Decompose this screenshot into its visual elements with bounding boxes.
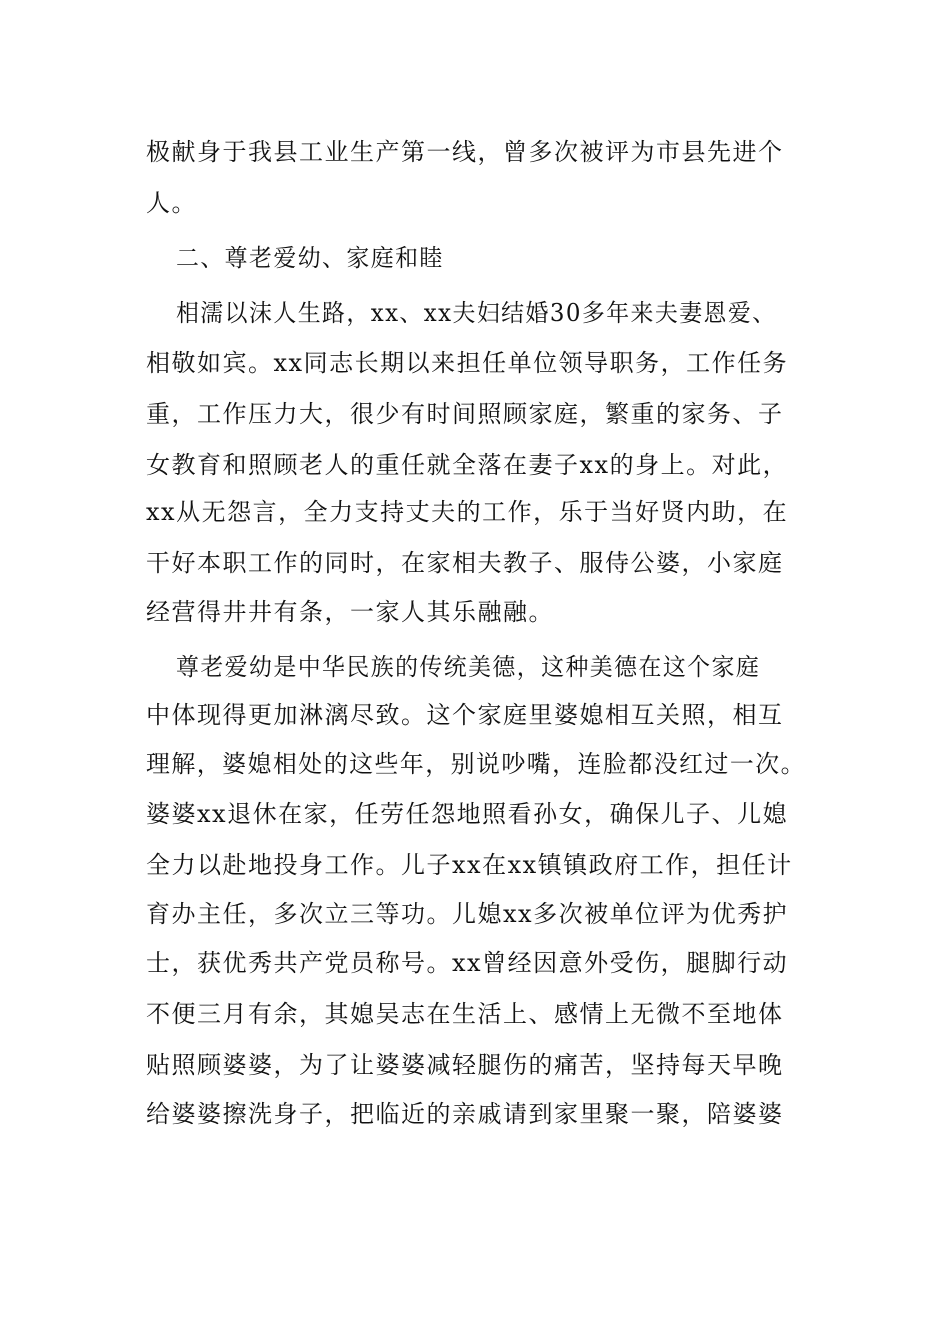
text-line: 中体现得更加淋漓尽致。这个家庭里婆媳相互关照，相互 [146,701,784,729]
text-line: 给婆婆擦洗身子，把临近的亲戚请到家里聚一聚，陪婆婆 [146,1100,784,1128]
text-line: 育办主任，多次立三等功。儿媳xx多次被单位评为优秀护 [146,900,789,928]
text-line: 重，工作压力大，很少有时间照顾家庭，繁重的家务、子 [146,400,784,428]
text-line: xx从无怨言，全力支持丈夫的工作，乐于当好贤内助，在 [146,498,789,526]
text-line: 尊老爱幼是中华民族的传统美德，这种美德在这个家庭 [176,653,761,681]
text-line: 婆婆xx退休在家，任劳任怨地照看孙女，确保儿子、儿媳 [146,800,789,828]
section-heading: 二、尊老爱幼、家庭和睦 [176,244,444,272]
text-line: 相濡以沫人生路，xx、xx夫妇结婚30多年来夫妻恩爱、 [176,299,777,327]
text-line: 全力以赴地投身工作。儿子xx在xx镇镇政府工作，担任计 [146,851,793,879]
text-line: 女教育和照顾老人的重任就全落在妻子xx的身上。对此， [146,451,789,479]
text-line: 经营得井井有条，一家人其乐融融。 [146,598,554,626]
text-line: 人。 [146,189,197,217]
text-line: 干好本职工作的同时，在家相夫教子、服侍公婆，小家庭 [146,549,784,577]
text-line: 极献身于我县工业生产第一线，曾多次被评为市县先进个 [146,138,784,166]
text-line: 不便三月有余，其媳吴志在生活上、感情上无微不至地体 [146,1000,784,1028]
text-line: 贴照顾婆婆，为了让婆婆减轻腿伤的痛苦，坚持每天早晚 [146,1051,784,1079]
text-line: 理解，婆媳相处的这些年，别说吵嘴，连脸都没红过一次。 [146,750,806,778]
text-line: 士，获优秀共产党员称号。xx曾经因意外受伤，腿脚行动 [146,949,789,977]
text-line: 相敬如宾。xx同志长期以来担任单位领导职务，工作任务 [146,349,789,377]
